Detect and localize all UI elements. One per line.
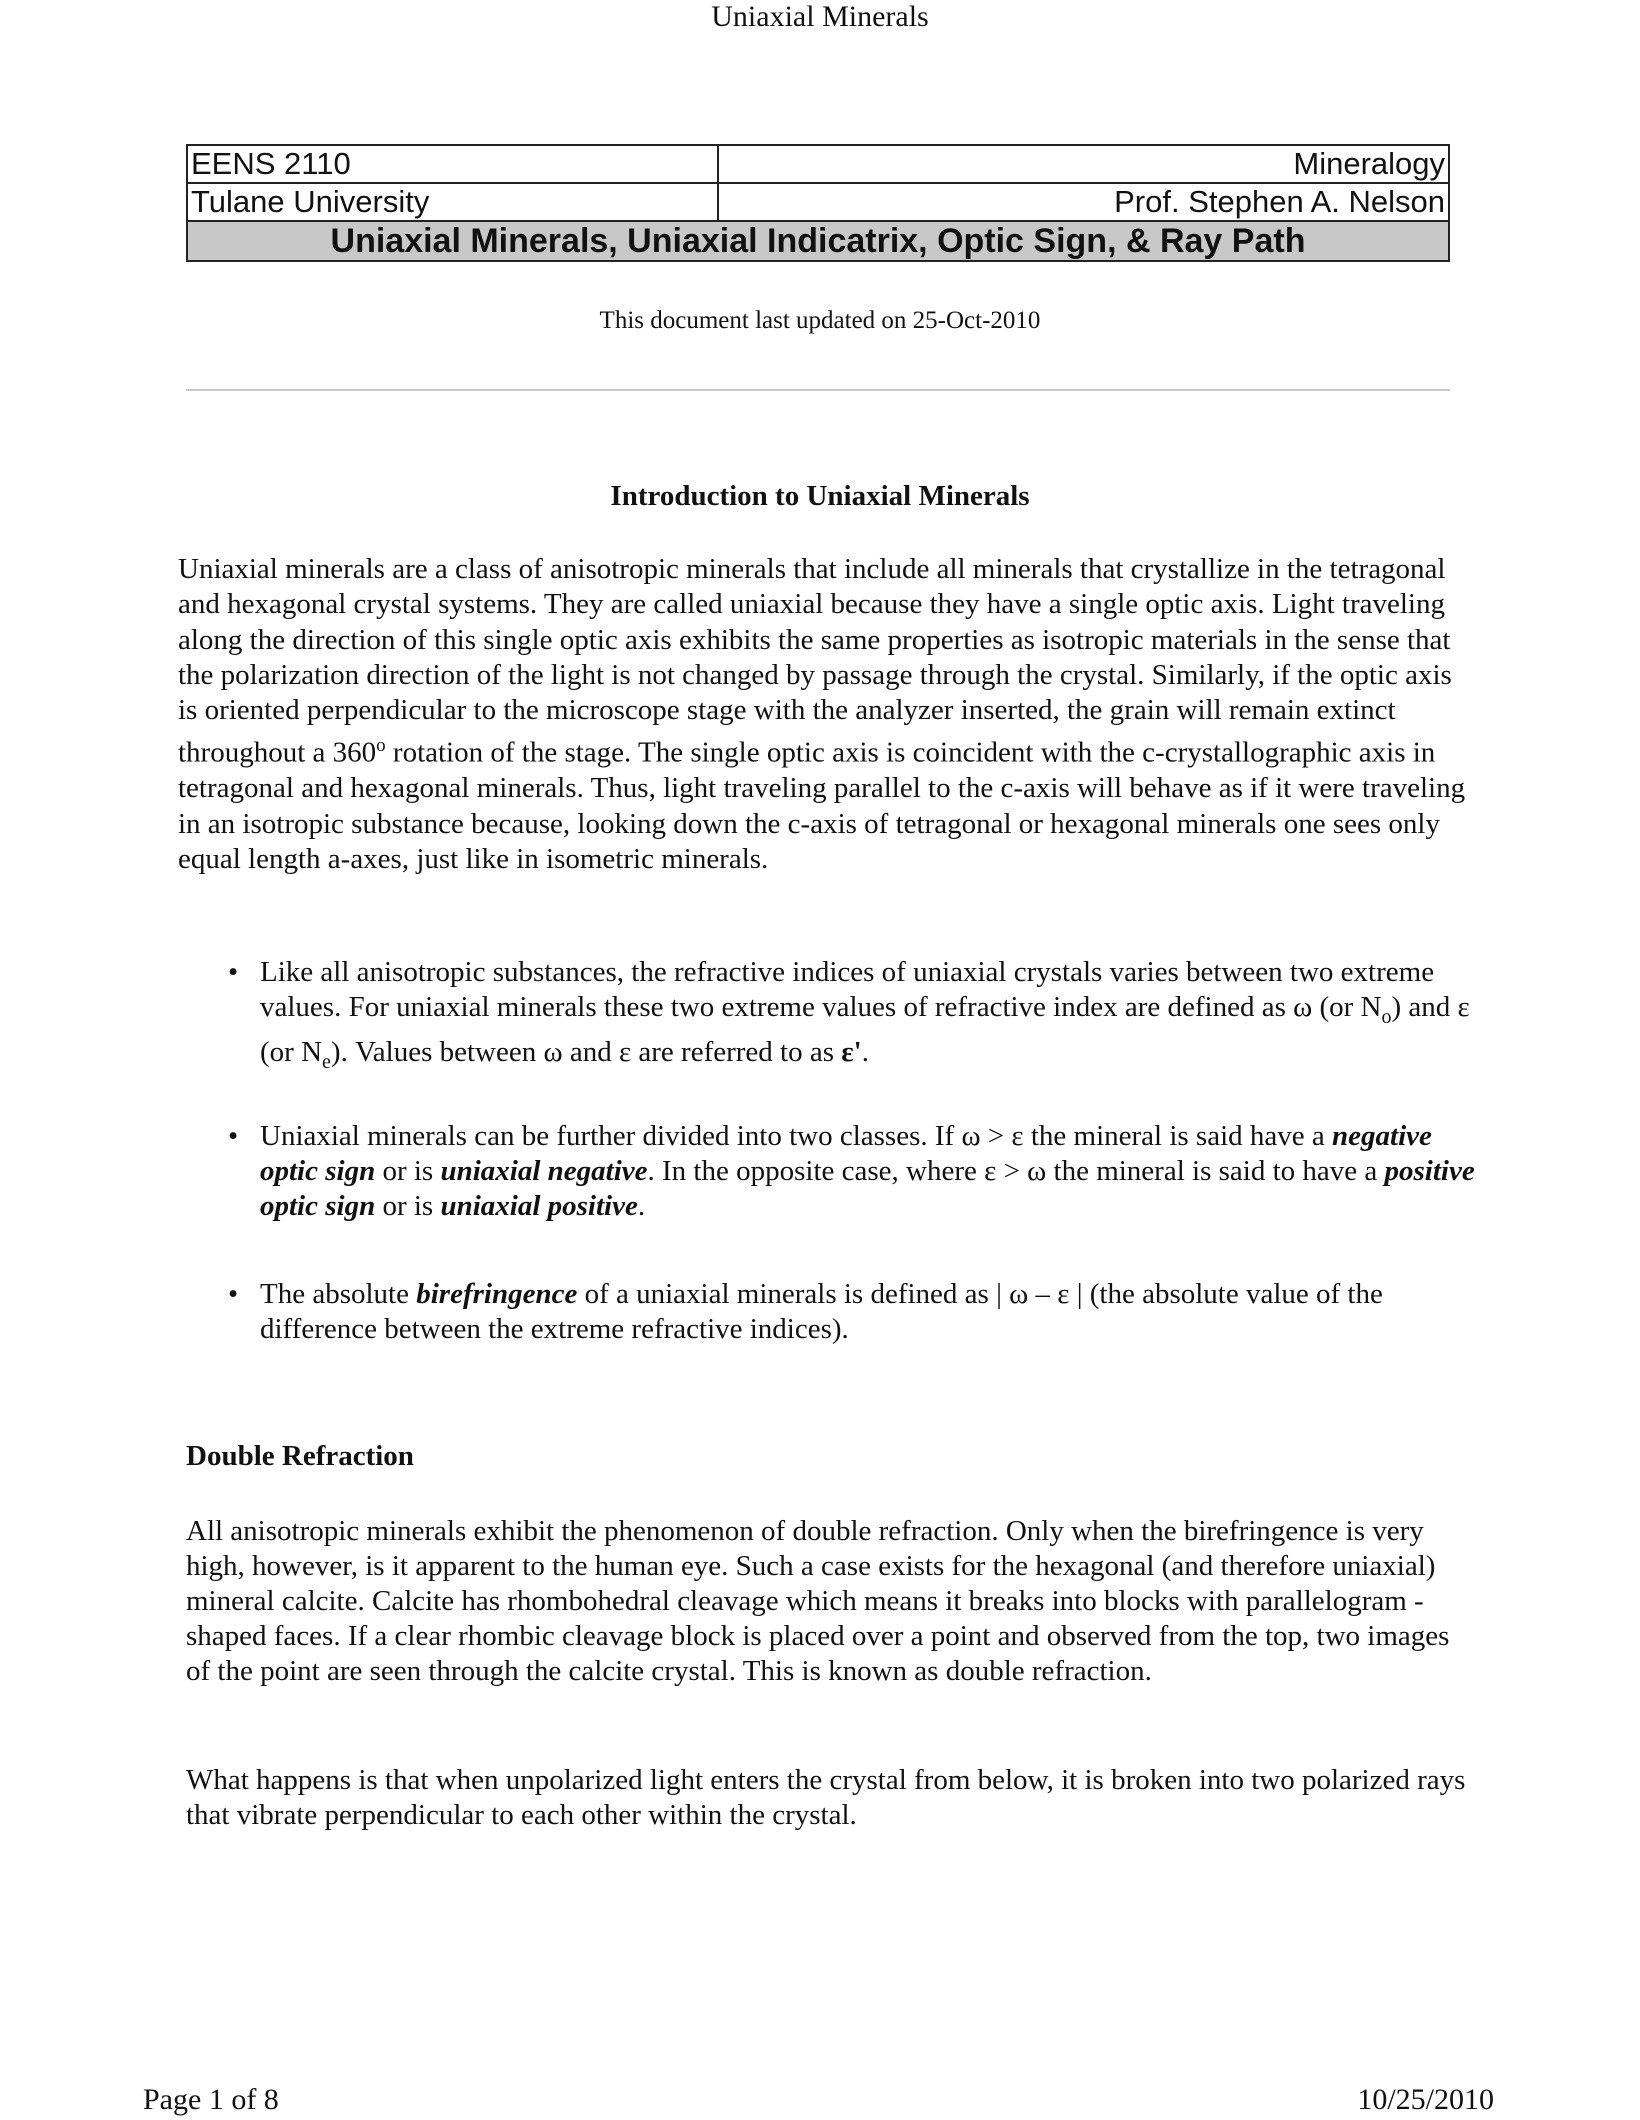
epsilon-symbol: ε xyxy=(1457,991,1470,1023)
bullet-text: . xyxy=(637,1190,646,1222)
epsilon-symbol: ε xyxy=(618,1035,632,1068)
bullet-text: ). Values between xyxy=(330,1035,544,1068)
birefringence-term: birefringence xyxy=(416,1278,578,1310)
bullet-text: | (the absolute value of the difference between the extreme refractive indices). xyxy=(260,1278,1383,1345)
bullet-text: Like all anisotropic substances, the refractive indices of uniaxial crystals varies between two extreme values. For uniaxial minerals these two extreme values of refractive index are defined as xyxy=(260,956,1435,1023)
uniaxial-properties-list xyxy=(178,955,1478,1347)
intro-text-part: Uniaxial minerals are a class of anisotropic minerals that include all minerals that crystallize in the tetragonal and hexagonal crystal systems. They are called uniaxial because they have a single optic axis. Light traveling along the direction of this single optic axis exhibits the same properties as isotropic materials in the sense that the polarization direction of the light is not changed by passage through the crystal. Similarly, if the optic axis is oriented perpendicular to the microscope stage with the analyzer inserted, the grain will remain extinct throughout a 360 xyxy=(178,553,1452,770)
running-header-title: Uniaxial Minerals xyxy=(711,0,929,33)
omega-symbol: ω xyxy=(1293,991,1313,1023)
page-number: Page 1 of 8 xyxy=(143,2083,279,2116)
omega-symbol: ω xyxy=(543,1035,563,1068)
bullet-text: > xyxy=(996,1155,1028,1187)
bullet-text: (or N xyxy=(1312,991,1382,1023)
list-item xyxy=(178,1277,1478,1347)
bullet-text: ) and xyxy=(1391,991,1458,1023)
bullet-text: are referred to as xyxy=(631,1035,842,1068)
double-refraction-paragraph: All anisotropic minerals exhibit the phenomenon of double refraction. Only when the birefringence is very high, however, is it apparent to the human eye. Such a case exists for the hexagonal (and therefore uniaxial) mineral calcite. Calcite has rhombohedral cleavage which means it breaks into blocks with parallelogram - shaped faces. If a clear rhombic cleavage block is placed over a point and observed from the top, two images of the point are seen through the calcite crystal. This is known as double refraction. xyxy=(186,1515,1450,1687)
bullet-text: or is xyxy=(375,1190,441,1222)
course-info-table xyxy=(186,144,1450,262)
bullet-text: the mineral is said have a xyxy=(1023,1120,1333,1152)
intro-heading: Introduction to Uniaxial Minerals xyxy=(610,480,1030,512)
horizontal-divider xyxy=(186,389,1450,391)
course-name: Mineralogy xyxy=(718,145,1449,183)
bullet-text: The absolute xyxy=(260,1278,417,1310)
list-item xyxy=(178,955,1478,1119)
epsilon-symbol: ε xyxy=(1057,1278,1070,1310)
intro-text-part: rotation of the stage. The single optic axis is coincident with the c-crystallographic axis in tetragonal and hexagonal minerals. Thus, light traveling parallel to the c-axis will behave as if it were traveling in an isotropic substance because, looking down the c-axis of tetragonal or hexagonal minerals one sees only equal length a-axes, just like in isometric minerals. xyxy=(178,737,1466,876)
bullet-icon: • xyxy=(228,1120,239,1152)
bullet-text: the mineral is said to have a xyxy=(1046,1155,1385,1187)
epsilon-symbol: ε xyxy=(1011,1120,1024,1152)
omega-symbol: ω xyxy=(961,1120,981,1152)
double-refraction-heading: Double Refraction xyxy=(186,1440,414,1472)
bullet-text: (or N xyxy=(260,1035,323,1068)
document-title: Uniaxial Minerals, Uniaxial Indicatrix, Optic Sign, & Ray Path xyxy=(187,221,1449,261)
double-refraction-paragraph-2: What happens is that when unpolarized light enters the crystal from below, it is broken into two polarized rays that vibrate perpendicular to each other within the crystal. xyxy=(186,1764,1466,1831)
omega-symbol: ω xyxy=(1027,1155,1047,1187)
last-updated-note: This document last updated on 25-Oct-2010 xyxy=(599,307,1041,334)
bullet-text: . xyxy=(861,1035,869,1068)
subscript-e: e xyxy=(322,1050,331,1073)
omega-symbol: ω xyxy=(1009,1278,1029,1310)
table-row xyxy=(187,183,1449,221)
bullet-text: . In the opposite case, where xyxy=(647,1155,985,1187)
bullet-text: – xyxy=(1028,1278,1058,1310)
bullet-icon: • xyxy=(228,1278,239,1310)
uniaxial-negative-term: uniaxial negative xyxy=(440,1155,648,1187)
university-name: Tulane University xyxy=(187,183,718,221)
epsilon-prime-symbol: ε' xyxy=(841,1035,862,1068)
table-row xyxy=(187,221,1449,261)
table-row xyxy=(187,145,1449,183)
bullet-text: > xyxy=(980,1120,1012,1152)
bullet-text: of a uniaxial minerals is defined as | xyxy=(577,1278,1010,1310)
course-code: EENS 2110 xyxy=(187,145,718,183)
negative-optic-sign-term: negative optic sign xyxy=(260,1120,1432,1187)
epsilon-symbol: ε xyxy=(984,1155,997,1187)
bullet-text: and xyxy=(562,1035,619,1068)
bullet-icon: • xyxy=(228,956,239,988)
bullet-text: Uniaxial minerals can be further divided into two classes. If xyxy=(260,1120,962,1152)
print-date: 10/25/2010 xyxy=(1357,2083,1494,2116)
subscript-o: o xyxy=(1381,1005,1392,1028)
professor-name: Prof. Stephen A. Nelson xyxy=(718,183,1449,221)
degree-sign: o xyxy=(376,735,386,757)
list-item xyxy=(178,1119,1478,1277)
positive-optic-sign-term: positive optic sign xyxy=(260,1155,1475,1222)
intro-paragraph xyxy=(178,552,1478,877)
bullet-text: or is xyxy=(375,1155,441,1187)
uniaxial-positive-term: uniaxial positive xyxy=(440,1190,638,1222)
